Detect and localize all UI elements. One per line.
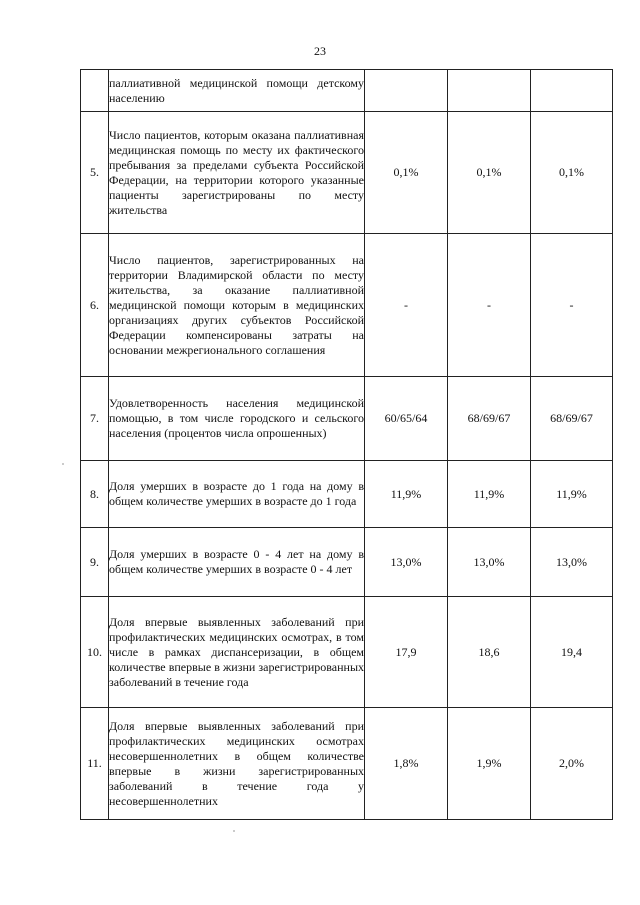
- scan-speck: [233, 830, 235, 832]
- row-value-1: 0,1%: [365, 112, 448, 234]
- table-row-6: [81, 234, 613, 377]
- row-value-3: -: [531, 234, 613, 377]
- row-value-1: 17,9: [365, 597, 448, 708]
- row-number: [81, 70, 109, 112]
- row-value-1: 13,0%: [365, 528, 448, 597]
- row-value-2: 1,9%: [448, 708, 531, 820]
- row-description: Число пациентов, которым оказана паллиативная медицинская помощь по месту их фактического пребывания за пределами субъекта Российской Федерации, на территории которого указанные пациенты зарегистрированы по месту жительства: [109, 112, 365, 234]
- table-row-8: [81, 461, 613, 528]
- row-description: Доля умерших в возрасте до 1 года на дому в общем количестве умерших в возрасте до 1 года: [109, 461, 365, 528]
- row-value-1: 11,9%: [365, 461, 448, 528]
- row-number: 11.: [81, 708, 109, 820]
- row-value-2: 18,6: [448, 597, 531, 708]
- row-number: 6.: [81, 234, 109, 377]
- page-number: 23: [314, 44, 326, 58]
- row-value-3: 68/69/67: [531, 377, 613, 461]
- table-row-9: [81, 528, 613, 597]
- row-value-2: -: [448, 234, 531, 377]
- row-value-2: 68/69/67: [448, 377, 531, 461]
- row-description: Доля умерших в возрасте 0 - 4 лет на дому в общем количестве умерших в возрасте 0 - 4 лет: [109, 528, 365, 597]
- indicators-table: [80, 69, 613, 820]
- row-description: паллиативной медицинской помощи детскому населению: [109, 70, 365, 112]
- row-description: Число пациентов, зарегистрированных на территории Владимирской области по месту жительства, за оказание паллиативной медицинской помощи которым в медицинских организациях других субъектов Российской Федерации компенсированы затраты на основании межрегионального соглашения: [109, 234, 365, 377]
- table-row-7: [81, 377, 613, 461]
- row-value-2: [448, 70, 531, 112]
- table-row-continuation: [81, 70, 613, 112]
- row-value-1: -: [365, 234, 448, 377]
- scan-speck: [62, 463, 64, 465]
- row-value-2: 11,9%: [448, 461, 531, 528]
- row-description: Доля впервые выявленных заболеваний при профилактических медицинских осмотрах, в том числе в рамках диспансеризации, в общем количестве впервые в жизни зарегистрированных заболеваний в течение года: [109, 597, 365, 708]
- row-value-3: 2,0%: [531, 708, 613, 820]
- table-row-5: [81, 112, 613, 234]
- row-value-3: 19,4: [531, 597, 613, 708]
- row-value-2: 0,1%: [448, 112, 531, 234]
- table-row-11: [81, 708, 613, 820]
- row-description: Удовлетворенность населения медицинской помощью, в том числе городского и сельского населения (процентов числа опрошенных): [109, 377, 365, 461]
- row-value-2: 13,0%: [448, 528, 531, 597]
- row-value-1: 60/65/64: [365, 377, 448, 461]
- row-number: 10.: [81, 597, 109, 708]
- row-value-3: 0,1%: [531, 112, 613, 234]
- row-number: 9.: [81, 528, 109, 597]
- row-description: Доля впервые выявленных заболеваний при профилактических медицинских осмотрах несовершеннолетних в общем количестве впервые в жизни зарегистрированных заболеваний в течение года у несовершеннолетних: [109, 708, 365, 820]
- row-value-1: [365, 70, 448, 112]
- row-value-1: 1,8%: [365, 708, 448, 820]
- row-number: 7.: [81, 377, 109, 461]
- row-number: 5.: [81, 112, 109, 234]
- row-value-3: 13,0%: [531, 528, 613, 597]
- table-row-10: [81, 597, 613, 708]
- row-value-3: 11,9%: [531, 461, 613, 528]
- row-number: 8.: [81, 461, 109, 528]
- row-value-3: [531, 70, 613, 112]
